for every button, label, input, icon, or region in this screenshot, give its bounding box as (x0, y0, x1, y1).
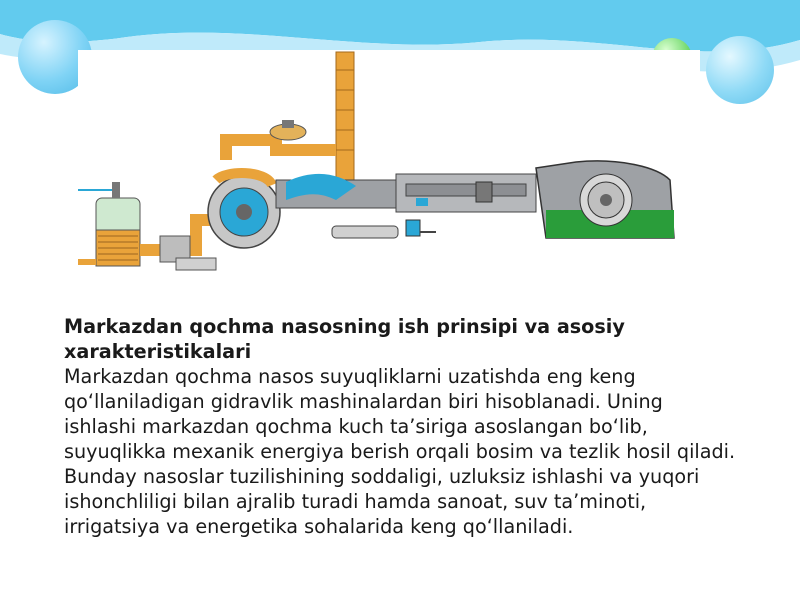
slide-content (64, 314, 740, 539)
slide-title: Markazdan qochma nasosning ish prinsipi va asosiy xarakteristikalari (64, 315, 625, 363)
centrifugal-pump-diagram (76, 50, 676, 280)
slide-body-text: Markazdan qochma nasos suyuqliklarni uzatishda eng keng qo‘llaniladigan gidravlik mashinalardan biri hisoblanadi. Uning ishlashi markazdan qochma kuch ta’siriga asoslangan bo‘lib, suyuqlikka mexanik energiya berish orqali bosim va tezlik hosil qiladi. Bunday nasoslar tuzilishining soddaligi, uzluksiz ishlashi va yuqori ishonchliligi bilan ajralib turadi hamda sanoat, suv ta’minoti, irrigatsiya va energetika sohalarida keng qo‘llaniladi. (64, 365, 736, 538)
decorative-bubble (706, 36, 774, 104)
